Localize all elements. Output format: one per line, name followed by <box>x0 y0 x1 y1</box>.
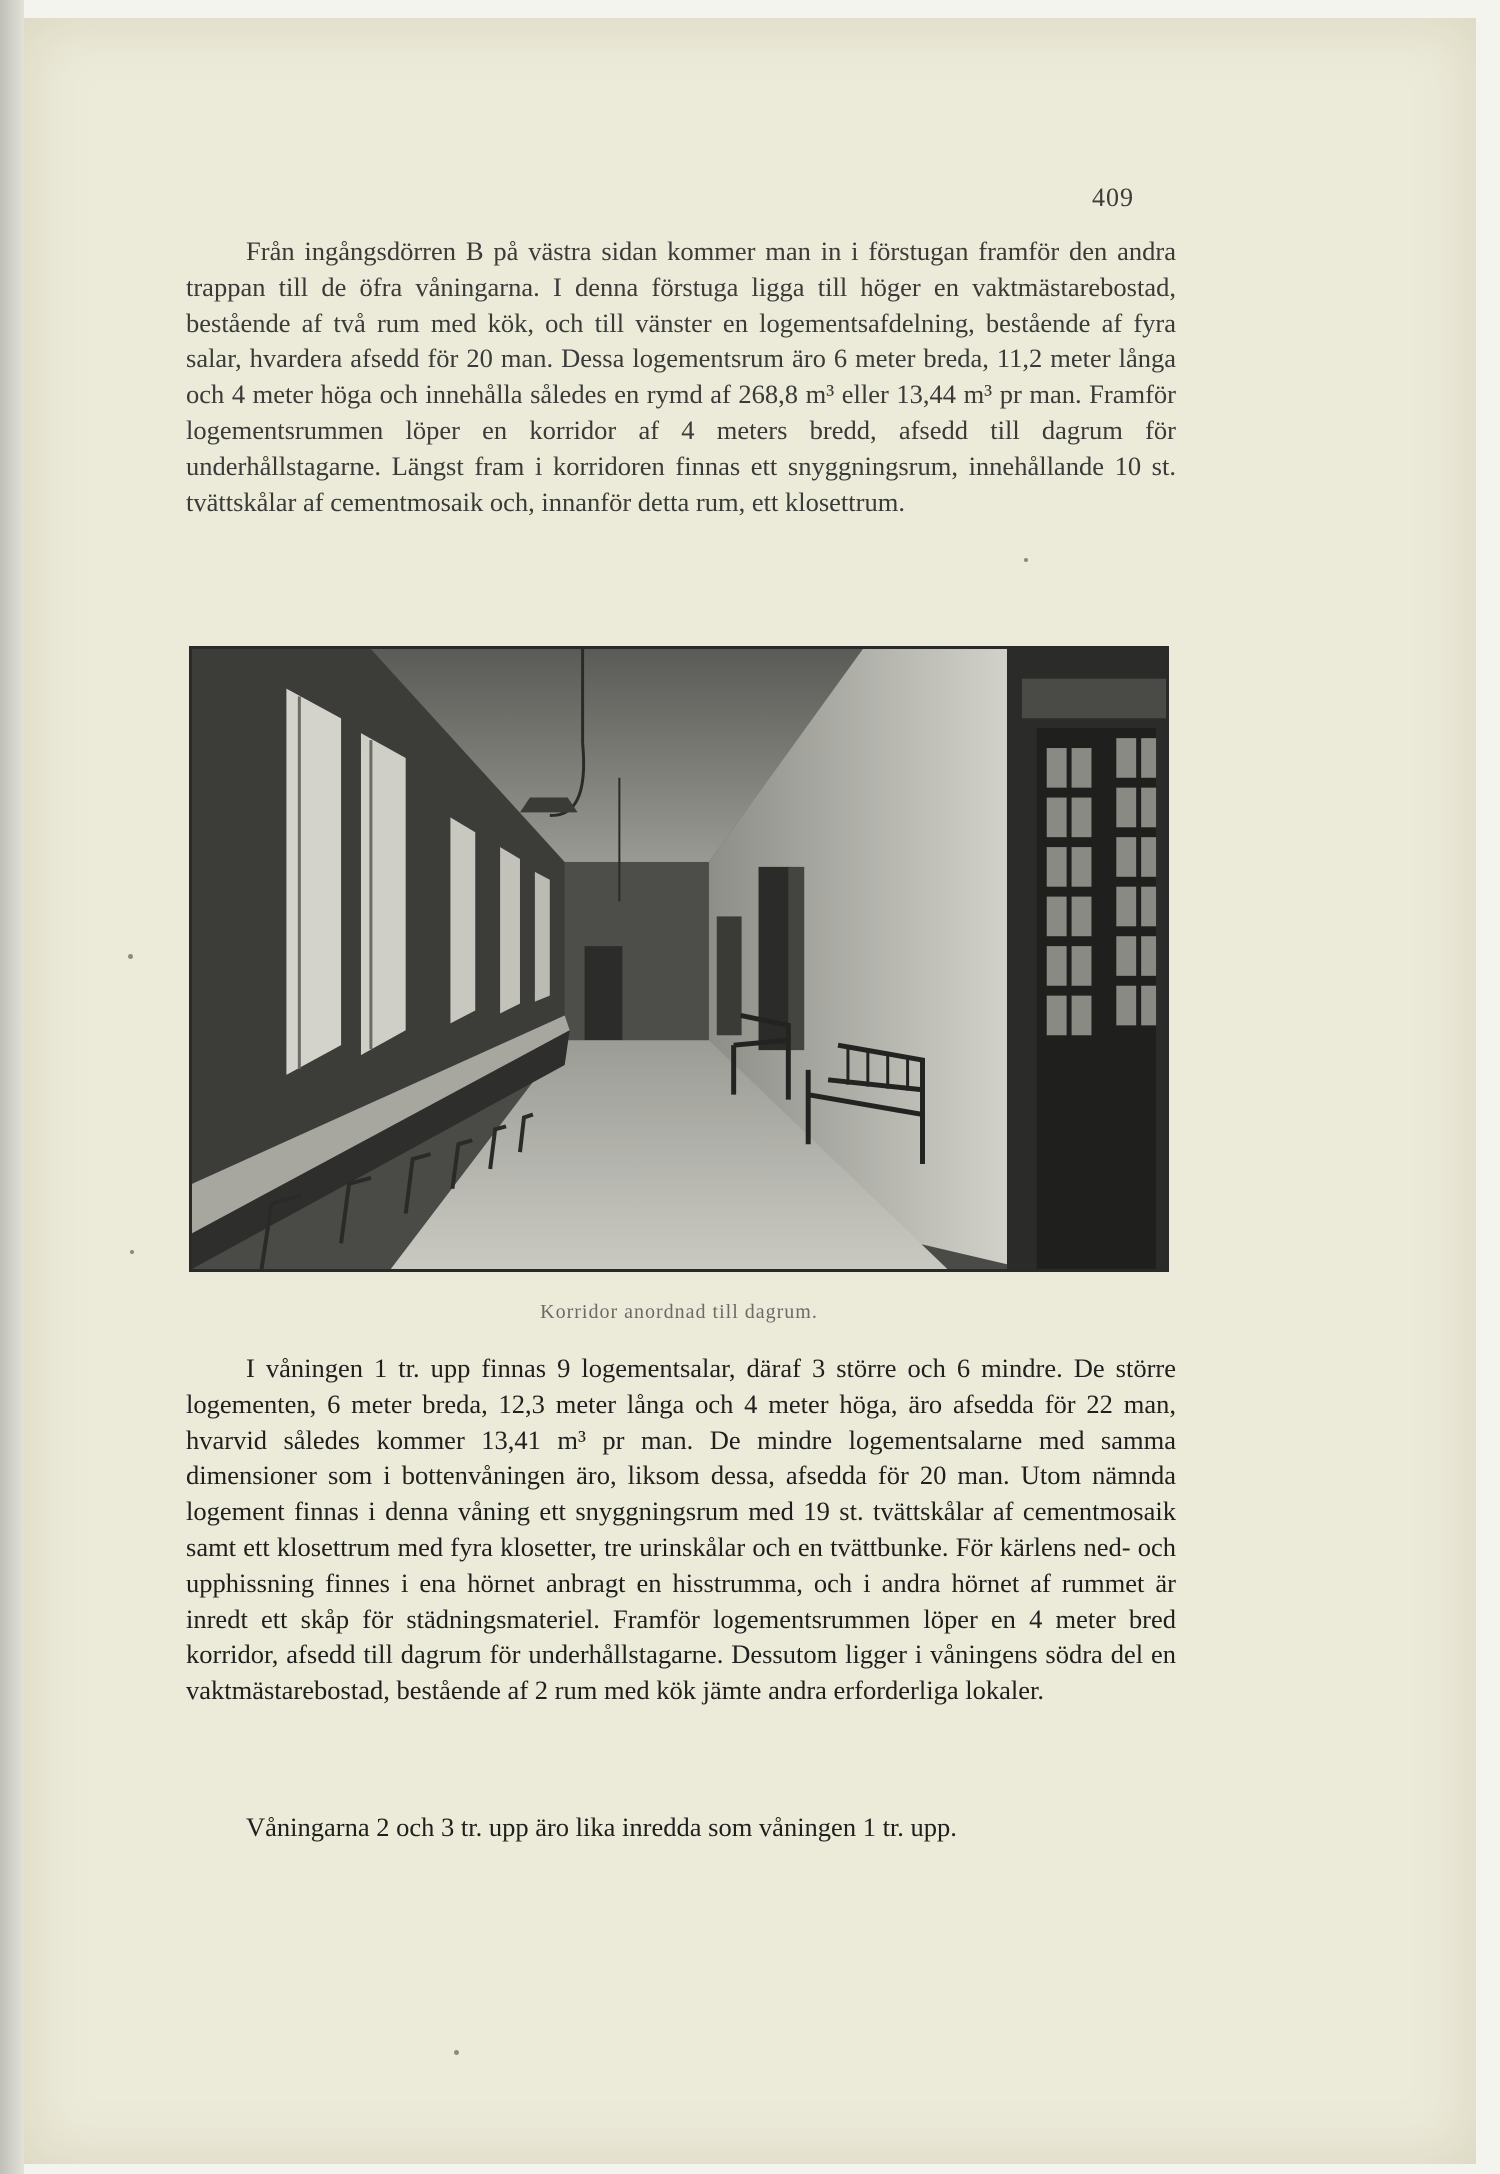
scan-margin <box>0 0 24 2174</box>
scan-speck <box>130 1250 134 1254</box>
paragraph-3: Våningarna 2 och 3 tr. upp äro lika inredda som våningen 1 tr. upp. <box>246 1812 957 1842</box>
paragraph-2: I våningen 1 tr. upp finnas 9 logementsalar, däraf 3 större och 6 mindre. De större logementen, 6 meter breda, 12,3 meter långa och 4 meter höga, äro afsedda för 22 man, hvarvid således kommer 13,41 m³ pr man. De mindre logementsalarne med samma dimensioner som i bottenvåningen äro, liksom dessa, afsedda för 20 man. Utom nämnda logement finnas i denna våning ett snyggningsrum med 19 st. tvättskålar af cementmosaik samt ett klosettrum med fyra klosetter, tre urinskålar och en tvättbunke. För kärlens ned- och upphissning finnes i ena hörnet anbragt en hisstrumma, och i andra hörnet af rummet är inredt ett skåp för städningsmateriel. Framför logementsrummen löper en 4 meter bred korridor, afsedd till dagrum för underhållstagarne. Dessutom ligger i våningens södra del en vaktmästarebostad, bestående af 2 rum med kök jämte andra erforderliga lokaler. <box>186 1353 1176 1706</box>
book-page <box>24 18 1476 2164</box>
page-number: 409 <box>1092 183 1134 212</box>
corridor-photo-image <box>192 649 1166 1269</box>
figure-caption: Korridor anordnad till dagrum. <box>540 1301 818 1323</box>
scan-speck <box>1024 558 1028 562</box>
scan-speck <box>128 954 133 959</box>
scan-speck <box>454 2050 459 2055</box>
corridor-photograph <box>189 646 1169 1272</box>
paragraph-1: Från ingångsdörren B på västra sidan kommer man in i förstugan framför den andra trappan till de öfra våningarna. I denna förstuga ligga till höger en vaktmästarebostad, bestående af två rum med kök, och till vänster en logementsafdelning, bestående af fyra salar, hvardera afsedd för 20 man. Dessa logementsrum äro 6 meter breda, 11,2 meter långa och 4 meter höga och innehålla således en rymd af 268,8 m³ eller 13,44 m³ pr man. Framför logementsrummen löper en korridor af 4 meters bredd, afsedd till dagrum för underhållstagarne. Längst fram i korridoren finnas ett snyggningsrum, innehållande 10 st. tvättskålar af cementmosaik och, innanför detta rum, ett klosettrum. <box>186 236 1176 517</box>
